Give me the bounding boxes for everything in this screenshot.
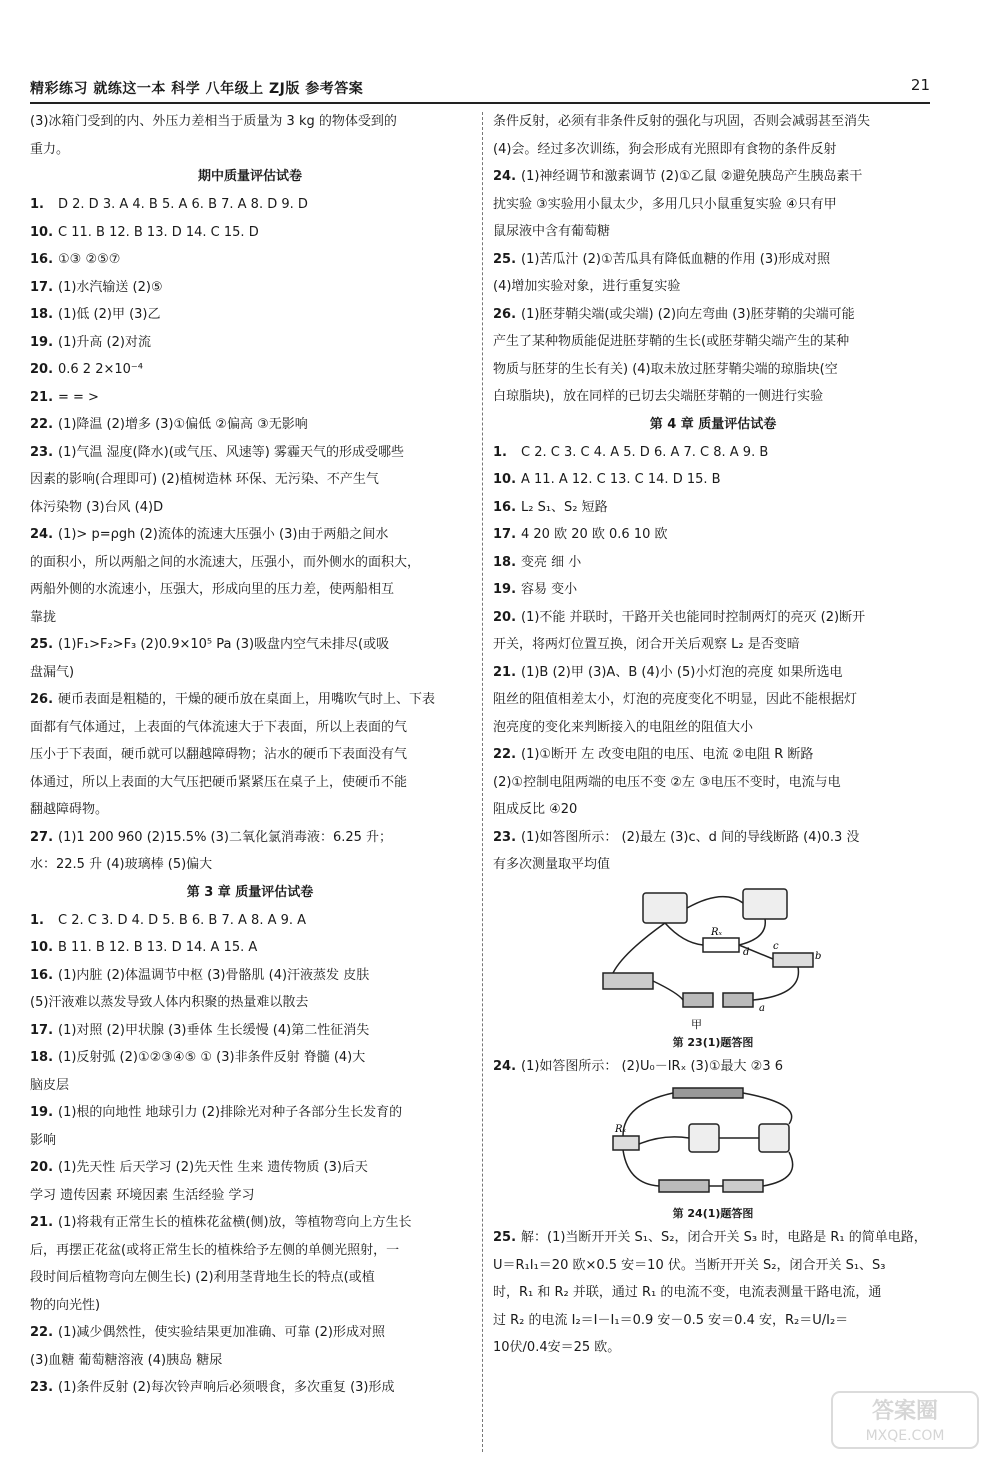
answer-text: (1)内脏 (2)体温调节中枢 (3)骨骼肌 (4)汗液蒸发 皮肤 [58,967,370,983]
answer-continuation: 因素的影响(合理即可) (2)植树造林 环保、无污染、不产生气 [30,472,379,487]
answer-continuation: 两船外侧的水流速小，压强大，形成向里的压力差，使两船相互 [30,582,395,597]
answer-row [493,576,933,604]
answer-row [493,494,933,522]
answer-text: (1)神经调节和激素调节 (2)①乙鼠 ②避免胰岛产生胰岛素干 [521,169,863,184]
answer-continuation: 白琼脂块)，放在同样的已切去尖端胚芽鞘的一侧进行实验 [493,389,824,404]
left-column [30,108,470,1402]
answer-continuation: 阻成反比 ④20 [493,802,578,817]
answer-text: (1)降温 (2)增多 (3)①偏低 ②偏高 ③无影响 [58,417,308,432]
header-title: 精彩练习 就练这一本 科学 八年级上 ZJ版 参考答案 [30,81,364,97]
question-number: 10. [30,940,54,955]
question-number: 21. [30,1215,54,1230]
answer-continuation: 水：22.5 升 (4)玻璃棒 (5)偏大 [30,857,213,872]
answer-continuation: 阻丝的阻值相差太小，灯泡的亮度变化不明显，因此不能根据灯 [493,692,858,707]
answer-continuation: 影响 [30,1132,57,1148]
question-number: 16. [30,252,54,267]
answer-continuation: 重力。 [30,141,70,157]
answer-continuation: 物的向光性) [30,1297,101,1313]
answer-continuation: 翻越障碍物。 [30,802,109,817]
question-number: 20. [493,609,517,625]
answer-text: (1)①断开 左 改变电阻的电压、电流 ②电阻 R 断路 [521,747,814,762]
answer-text: (1)低 (2)甲 (3)乙 [58,307,161,322]
answer-continuation: 物质与胚芽的生长有关) (4)取未放过胚芽鞘尖端的琼脂块(空 [493,361,838,377]
answer-continuation: 段时间后植物弯向左侧生长) (2)利用茎背地生长的特点(或植 [30,1270,375,1285]
answer-text: (1)F₁>F₂>F₃ (2)0.9×10⁵ Pa (3)吸盘内空气未排尽(或吸 [58,637,390,652]
answer-text: 硬币表面是粗糙的，干燥的硬币放在桌面上，用嘴吹气时上、下表 [58,692,436,707]
answer-text: C 2. C 3. D 4. D 5. B 6. B 7. A 8. A 9. A [58,912,307,928]
answer-row [30,631,470,659]
answer-row [493,521,933,549]
question-number: 24. [30,527,54,542]
svg-text:d: d [743,946,750,958]
answer-row [30,191,470,219]
answer-row [493,1053,933,1081]
circuit-figure-23 [583,883,843,1033]
answer-row [493,466,933,494]
answer-continuation: (2)①控制电阻两端的电压不变 ②左 ③电压不变时，电流与电 [493,774,841,790]
answer-continuation: 有多次测量取平均值 [493,857,611,872]
answer-continuation: (5)汗液难以蒸发导致人体内积聚的热量难以散去 [30,995,309,1010]
answer-row [30,246,470,274]
column-divider [482,112,483,1452]
answer-text: D 2. D 3. A 4. B 5. A 6. B 7. A 8. D 9. D [58,197,308,212]
answer-continuation: (3)冰箱门受到的内、外压力差相当于质量为 3 kg 的物体受到的 [30,114,397,129]
answer-row [493,741,933,769]
answer-continuation: 条件反射，必须有非条件反射的强化与巩固，否则会减弱甚至消失 [493,114,871,129]
answer-text: (1)如答图所示： (2)U₀－IRₓ (3)①最大 ②3 6 [521,1058,783,1074]
answer-row [30,439,470,467]
right-column [493,108,933,1362]
figure-caption: 第 23(1)题答图 [672,1035,754,1049]
question-number: 24. [493,1058,517,1074]
answer-text: 解：(1)当断开开关 S₁、S₂，闭合开关 S₃ 时，电路是 R₁ 的简单电路， [521,1230,927,1245]
answer-row [30,411,470,439]
answer-continuation: (3)血糖 葡萄糖溶液 (4)胰岛 糖尿 [30,1352,223,1368]
answer-row [30,384,470,412]
question-number: 23. [30,1380,54,1395]
answer-row [493,604,933,632]
question-number: 19. [30,334,54,350]
question-number: 17. [30,1022,54,1038]
answer-text: (1)苦瓜汁 (2)①苦瓜具有降低血糖的作用 (3)形成对照 [521,251,831,267]
answer-continuation: 后，再摆正花盆(或将正常生长的植株给予左侧的单侧光照射，一 [30,1242,400,1258]
question-number: 17. [30,279,54,295]
answer-text: 变亮 细 小 [521,554,582,570]
answer-row [493,163,933,191]
answer-text: (1)水汽输送 (2)⑤ [58,279,163,295]
question-number: 22. [30,417,54,432]
question-number: 21. [493,664,517,680]
answer-row [30,824,470,852]
answer-row [30,686,470,714]
answer-row [30,934,470,962]
answer-continuation: 靠拢 [30,609,57,625]
answer-text: (1)先天性 后天学习 (2)先天性 生来 遗传物质 (3)后天 [58,1160,368,1175]
question-number: 1. [493,444,507,460]
question-number: 27. [30,829,54,845]
question-number: 26. [493,306,517,322]
svg-text:a: a [759,1002,765,1014]
figure-caption: 第 24(1)题答图 [672,1207,754,1220]
svg-text:答案圈: 答案圈 [871,1399,939,1424]
answer-text: C 2. C 3. C 4. A 5. D 6. A 7. C 8. A 9. B [521,444,769,460]
section-title: 期中质量评估试卷 [197,169,302,184]
answer-continuation: 产生了某种物质能促进胚芽鞘的生长(或胚芽鞘尖端产生的某种 [493,334,850,349]
answer-continuation: 开关，将两灯位置互换，闭合开关后观察 L₂ 是否变暗 [493,637,800,652]
question-number: 17. [493,527,517,542]
answer-text: (1)升高 (2)对流 [58,334,151,350]
answer-row [493,1224,933,1252]
answer-continuation: 过 R₂ 的电流 I₂＝I－I₁＝0.9 安－0.5 安＝0.4 安，R₂＝U/I₂＝ [493,1312,849,1328]
answer-row [30,1319,470,1347]
section-title: 第 3 章 质量评估试卷 [186,884,314,900]
answer-text: (1)条件反射 (2)每次铃声响后必须喂食，多次重复 (3)形成 [58,1380,395,1395]
answer-continuation: U＝R₁I₁＝20 欧×0.5 安＝10 伏。当断开开关 S₂，闭合开关 S₁、S₃ [493,1257,886,1273]
question-number: 10. [30,224,54,240]
answer-text: L₂ S₁、S₂ 短路 [521,499,608,515]
answer-row [30,219,470,247]
answer-continuation: (4)会。经过多次训练，狗会形成有光照即有食物的条件反射 [493,141,837,157]
question-number: 16. [30,967,54,983]
answer-row [30,1099,470,1127]
answer-row [30,274,470,302]
answer-row [493,659,933,687]
answer-continuation: 扰实验 ③实验用小鼠太少，多用几只小鼠重复实验 ④只有甲 [493,196,837,212]
answer-continuation: 盘漏气) [30,664,75,680]
answer-text: (1)气温 湿度(降水)(或气压、风速等) 雾霾天气的形成受哪些 [58,444,404,460]
question-number: 16. [493,499,517,515]
answer-text: (1)如答图所示： (2)最左 (3)c、d 间的导线断路 (4)0.3 没 [521,829,860,845]
answer-row [30,356,470,384]
answer-text: (1)根的向地性 地球引力 (2)排除光对种子各部分生长发育的 [58,1105,403,1120]
svg-text:Rₓ: Rₓ [711,926,723,938]
answer-continuation: 鼠尿液中含有葡萄糖 [493,224,611,239]
svg-text:Rₓ: Rₓ [615,1124,627,1135]
answer-text: (1)将栽有正常生长的植株花盆横(侧)放，等植物弯向上方生长 [58,1215,412,1230]
answer-text: A 11. A 12. C 13. C 14. D 15. B [521,472,721,487]
answer-continuation: 10伏/0.4安＝25 欧。 [493,1340,621,1355]
answer-text: (1)B (2)甲 (3)A、B (4)小 (5)小灯泡的亮度 如果所选电 [521,664,843,680]
answer-row [30,1017,470,1045]
svg-text:c: c [773,940,779,952]
answer-continuation: (4)增加实验对象，进行重复实验 [493,279,681,294]
answer-continuation: 泡亮度的变化来判断接入的电阻丝的阻值大小 [493,719,754,735]
circuit-figure-24 [603,1084,823,1204]
answer-continuation: 学习 遗传因素 环境因素 生活经验 学习 [30,1187,255,1203]
answer-row [493,549,933,577]
watermark-logo [830,1390,980,1450]
question-number: 18. [493,554,517,570]
answer-continuation: 体通过，所以上表面的大气压把硬币紧紧压在桌子上，使硬币不能 [30,774,408,790]
question-number: 24. [493,169,517,184]
answer-text: = = > [58,389,99,405]
answer-row [30,521,470,549]
answer-continuation: 压小于下表面，硬币就可以翻越障碍物；沾水的硬币下表面没有气 [30,747,408,762]
question-number: 1. [30,197,44,212]
question-number: 10. [493,472,517,487]
question-number: 20. [30,362,54,377]
answer-row [493,301,933,329]
question-number: 18. [30,307,54,322]
answer-text: (1)胚芽鞘尖端(或尖端) (2)向左弯曲 (3)胚芽鞘的尖端可能 [521,306,855,322]
answer-row [30,1209,470,1237]
answer-text: B 11. B 12. B 13. D 14. A 15. A [58,940,258,955]
svg-text:b: b [815,950,822,962]
svg-text:甲: 甲 [691,1017,702,1031]
answer-row [30,907,470,935]
svg-text:MXQE.COM: MXQE.COM [865,1428,945,1444]
page-number: 21 [910,76,930,94]
answer-continuation: 的面积小，所以两船之间的水流速大，压强小，而外侧水的面积大， [30,554,421,570]
answer-row [30,301,470,329]
answer-row [30,1044,470,1072]
answer-text: ①③ ②⑤⑦ [58,252,121,267]
question-number: 19. [493,582,517,597]
question-number: 23. [493,829,517,845]
section-title: 第 4 章 质量评估试卷 [649,416,777,432]
answer-text: 4 20 欧 20 欧 0.6 10 欧 [521,527,668,542]
answer-text: (1)1 200 960 (2)15.5% (3)二氧化氯消毒液：6.25 升； [58,829,393,845]
question-number: 25. [493,251,517,267]
answer-text: (1)不能 并联时，干路开关也能同时控制两灯的亮灭 (2)断开 [521,609,866,625]
answer-text: 0.6 2 2×10⁻⁴ [58,362,143,377]
answer-row [30,329,470,357]
answer-row [493,824,933,852]
answer-row [30,1374,470,1402]
question-number: 20. [30,1160,54,1175]
answer-row [493,439,933,467]
answer-text: (1)对照 (2)甲状腺 (3)垂体 生长缓慢 (4)第二性征消失 [58,1022,370,1038]
answer-text: (1)> p=ρgh (2)流体的流速大压强小 (3)由于两船之间水 [58,527,389,542]
page-header [30,76,930,104]
question-number: 22. [30,1325,54,1340]
answer-text: C 11. B 12. B 13. D 14. C 15. D [58,224,259,240]
question-number: 23. [30,444,54,460]
question-number: 22. [493,747,517,762]
answer-row [30,962,470,990]
answer-row [493,246,933,274]
answer-text: 容易 变小 [521,582,578,597]
answer-continuation: 面都有气体通过，上表面的气体流速大于下表面，所以上表面的气 [30,719,408,735]
answer-text: (1)减少偶然性，使实验结果更加准确、可靠 (2)形成对照 [58,1325,385,1340]
answer-text: (1)反射弧 (2)①②③④⑤ ① (3)非条件反射 脊髓 (4)大 [58,1050,366,1065]
answer-row [30,1154,470,1182]
answer-continuation: 体污染物 (3)台风 (4)D [30,499,164,515]
question-number: 25. [493,1230,517,1245]
question-number: 26. [30,692,54,707]
question-number: 21. [30,389,54,405]
answer-continuation: 时，R₁ 和 R₂ 并联，通过 R₁ 的电流不变，电流表测量干路电流，通 [493,1285,882,1300]
question-number: 1. [30,912,44,928]
question-number: 25. [30,637,54,652]
question-number: 18. [30,1050,54,1065]
answer-continuation: 脑皮层 [30,1077,70,1093]
question-number: 19. [30,1105,54,1120]
